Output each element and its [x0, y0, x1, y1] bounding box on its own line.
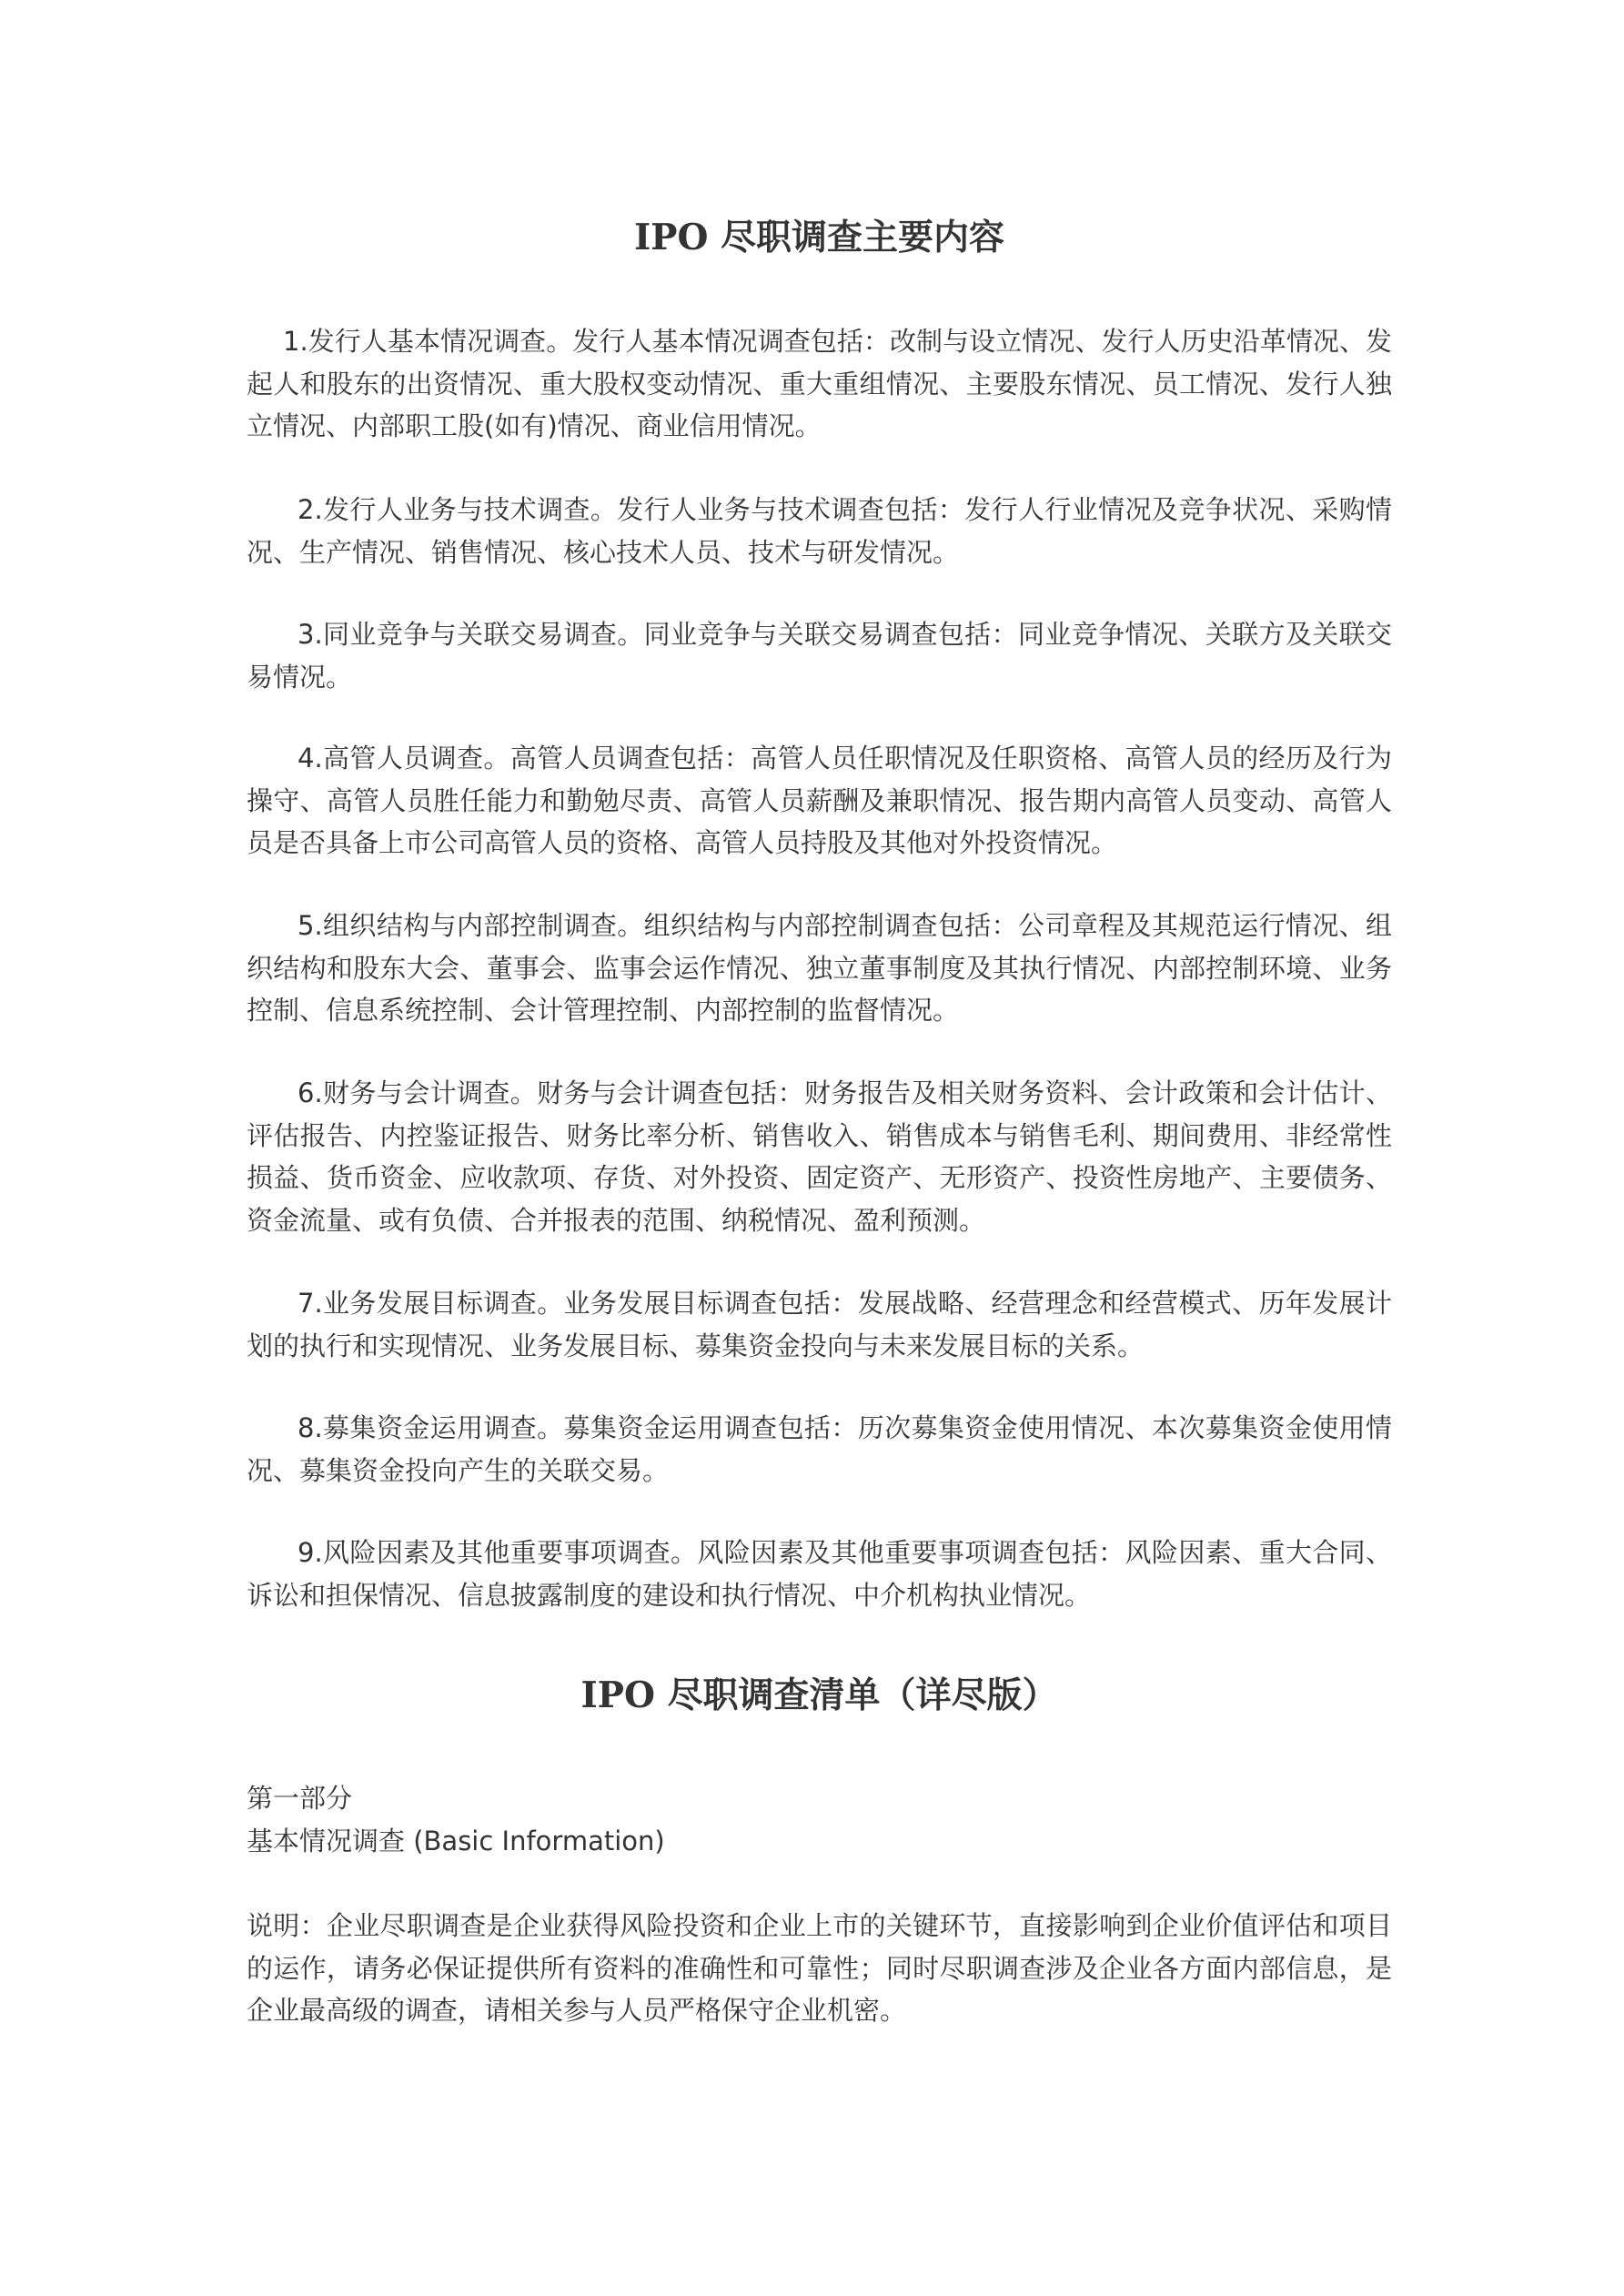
item-paragraph-5: 5.组织结构与内部控制调查。组织结构与内部控制调查包括：公司章程及其规范运行情况、组织结构和股东大会、董事会、监事会运作情况、独立董事制度及其执行情况、内部控制环境、业务控制、信息系统控制、会计管理控制、内部控制的监督情况。 — [247, 910, 1392, 1026]
checklist-title: IPO 尽职调查清单（详尽版） — [580, 1674, 1058, 1716]
item-paragraph-7: 7.业务发展目标调查。业务发展目标调查包括：发展战略、经营理念和经营模式、历年发展计划的执行和实现情况、业务发展目标、募集资金投向与未来发展目标的关系。 — [247, 1288, 1392, 1361]
item-paragraph-1: 1.发行人基本情况调查。发行人基本情况调查包括：改制与设立情况、发行人历史沿革情况、发起人和股东的出资情况、重大股权变动情况、重大重组情况、主要股东情况、员工情况、发行人独立情况、内部职工股(如有)情况、商业信用情况。 — [247, 326, 1392, 441]
item-paragraph-9: 9.风险因素及其他重要事项调查。风险因素及其他重要事项调查包括：风险因素、重大合同、诉讼和担保情况、信息披露制度的建设和执行情况、中介机构执业情况。 — [247, 1537, 1392, 1611]
main-title: IPO 尽职调查主要内容 — [633, 217, 1005, 258]
part-label: 第一部分 — [247, 1783, 353, 1814]
item-paragraph-6: 6.财务与会计调查。财务与会计调查包括：财务报告及相关财务资料、会计政策和会计估计、评估报告、内控鉴证报告、财务比率分析、销售收入、销售成本与销售毛利、期间费用、非经常性损益、货币资金、应收款项、存货、对外投资、固定资产、无形资产、投资性房地产、主要债务、资金流量、或有负债、合并报表的范围、纳税情况、盈利预测。 — [247, 1077, 1392, 1236]
item-paragraph-3: 3.同业竞争与关联交易调查。同业竞争与关联交易调查包括：同业竞争情况、关联方及关联交易情况。 — [247, 619, 1392, 693]
item-paragraph-8: 8.募集资金运用调查。募集资金运用调查包括：历次募集资金使用情况、本次募集资金使用情况、募集资金投向产生的关联交易。 — [247, 1412, 1392, 1486]
item-paragraph-2: 2.发行人业务与技术调查。发行人业务与技术调查包括：发行人行业情况及竞争状况、采购情况、生产情况、销售情况、核心技术人员、技术与研发情况。 — [247, 494, 1392, 568]
note-paragraph: 说明：企业尽职调查是企业获得风险投资和企业上市的关键环节，直接影响到企业价值评估和项目的运作，请务必保证提供所有资料的准确性和可靠性；同时尽职调查涉及企业各方面内部信息，是企业最高级的调查，请相关参与人员严格保守企业机密。 — [247, 1910, 1392, 2026]
item-paragraph-4: 4.高管人员调查。高管人员调查包括：高管人员任职情况及任职资格、高管人员的经历及行为操守、高管人员胜任能力和勤勉尽责、高管人员薪酬及兼职情况、报告期内高管人员变动、高管人员是否具备上市公司高管人员的资格、高管人员持股及其他对外投资情况。 — [247, 743, 1392, 858]
part-title: 基本情况调查 (Basic Information) — [247, 1826, 665, 1856]
